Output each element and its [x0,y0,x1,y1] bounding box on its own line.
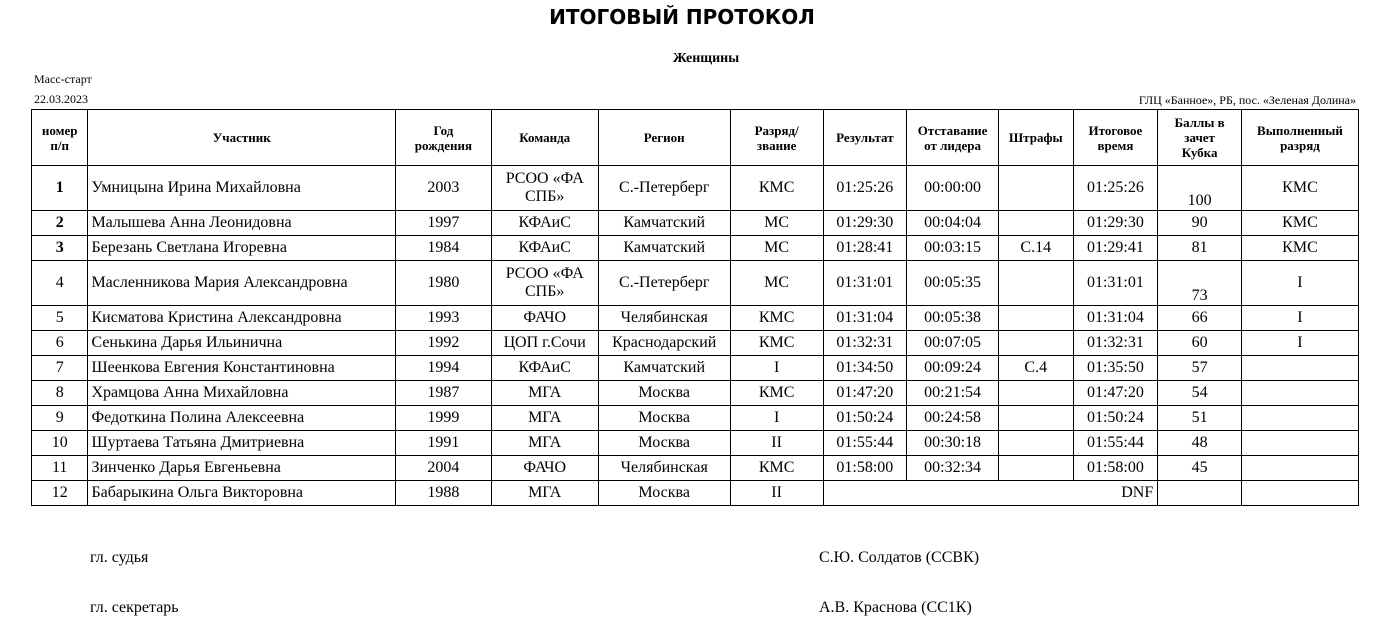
cell-points: 90 [1158,211,1242,236]
cell-achieved [1241,456,1358,481]
cell-final: 01:31:01 [1073,261,1158,306]
cell-year: 1980 [396,261,492,306]
secretary-name: А.В. Краснова (СС1К) [819,599,972,616]
cell-team: МГА [491,481,598,506]
cell-name: Масленникова Мария Александровна [88,261,396,306]
cell-name: Малышева Анна Леонидовна [88,211,396,236]
cell-achieved: КМС [1241,166,1358,211]
cell-penalty [998,381,1073,406]
cell-team: ЦОП г.Сочи [491,331,598,356]
table-row [32,481,1359,506]
cell-points: 48 [1158,431,1242,456]
cell-gap: 00:07:05 [907,331,999,356]
cell-final: 01:50:24 [1073,406,1158,431]
page-title: ИТОГОВЫЙ ПРОТОКОЛ [549,5,815,29]
cell-year: 1987 [396,381,492,406]
cell-year: 1991 [396,431,492,456]
cell-points: 100 [1158,166,1242,211]
table-row [32,236,1359,261]
cell-final: 01:25:26 [1073,166,1158,211]
col-header: Баллы в зачет Кубка [1158,110,1242,166]
cell-result: 01:47:20 [823,381,907,406]
cell-result: 01:31:01 [823,261,907,306]
cell-region: Москва [598,481,730,506]
cell-penalty [998,431,1073,456]
cell-num: 5 [32,306,88,331]
cell-num: 9 [32,406,88,431]
cell-final: 01:35:50 [1073,356,1158,381]
results-table [31,109,1359,506]
cell-name: Умницына Ирина Михайловна [88,166,396,211]
table-row [32,456,1359,481]
col-header: Разряд/ звание [730,110,823,166]
cell-final: 01:58:00 [1073,456,1158,481]
cell-result: 01:29:30 [823,211,907,236]
judge-name: С.Ю. Солдатов (ССВК) [819,549,980,566]
cell-team: МГА [491,406,598,431]
cell-num: 8 [32,381,88,406]
cell-rank: I [730,406,823,431]
table-row [32,331,1359,356]
cell-achieved [1241,381,1358,406]
cell-region: С.-Петерберг [598,261,730,306]
cell-achieved: I [1241,261,1358,306]
cell-name: Зинченко Дарья Евгеньевна [88,456,396,481]
cell-rank: КМС [730,331,823,356]
table-row [32,211,1359,236]
cell-points: 57 [1158,356,1242,381]
cell-result: 01:25:26 [823,166,907,211]
cell-result: 01:31:04 [823,306,907,331]
col-header: номер п/п [32,110,88,166]
table-row [32,166,1359,211]
cell-rank: МС [730,211,823,236]
cell-year: 1994 [396,356,492,381]
table-header-row [32,110,1359,166]
cell-final: 01:31:04 [1073,306,1158,331]
cell-points: 81 [1158,236,1242,261]
cell-result: 01:34:50 [823,356,907,381]
cell-gap: 00:03:15 [907,236,999,261]
cell-num: 1 [32,166,88,211]
cell-result: 01:58:00 [823,456,907,481]
cell-region: С.-Петерберг [598,166,730,211]
cell-year: 2003 [396,166,492,211]
cell-team: ФАЧО [491,306,598,331]
cell-rank: КМС [730,381,823,406]
event-label: Масс-старт [34,72,92,86]
cell-gap: 00:00:00 [907,166,999,211]
cell-penalty [998,261,1073,306]
cell-points: 66 [1158,306,1242,331]
cell-points: 45 [1158,456,1242,481]
cell-name: Сенькина Дарья Ильинична [88,331,396,356]
cell-points: 60 [1158,331,1242,356]
cell-year: 1992 [396,331,492,356]
secretary-role: гл. секретарь [90,599,179,616]
cell-rank: КМС [730,166,823,211]
table-row [32,306,1359,331]
cell-points: 51 [1158,406,1242,431]
cell-team: КФАиС [491,356,598,381]
cell-gap: 00:05:38 [907,306,999,331]
cell-points: 73 [1158,261,1242,306]
cell-num: 7 [32,356,88,381]
cell-name: Федоткина Полина Алексеевна [88,406,396,431]
col-header: Участник [88,110,396,166]
table-row [32,406,1359,431]
col-header: Отставание от лидера [907,110,999,166]
table-row [32,431,1359,456]
cell-team: МГА [491,431,598,456]
cell-region: Камчатский [598,356,730,381]
table-row [32,356,1359,381]
cell-achieved: I [1241,306,1358,331]
cell-final: 01:47:20 [1073,381,1158,406]
cell-team: ФАЧО [491,456,598,481]
cell-rank: II [730,431,823,456]
table-row [32,381,1359,406]
cell-penalty: С.4 [998,356,1073,381]
cell-rank: I [730,356,823,381]
cell-year: 1997 [396,211,492,236]
cell-num: 6 [32,331,88,356]
col-header: Результат [823,110,907,166]
cell-team: РСОО «ФА СПБ» [491,166,598,211]
cell-num: 10 [32,431,88,456]
cell-year: 1988 [396,481,492,506]
cell-penalty [998,166,1073,211]
cell-gap: 00:32:34 [907,456,999,481]
cell-achieved [1241,356,1358,381]
cell-rank: КМС [730,456,823,481]
cell-points: 54 [1158,381,1242,406]
cell-status: DNF [823,481,1158,506]
cell-result: 01:50:24 [823,406,907,431]
cell-gap: 00:21:54 [907,381,999,406]
cell-year: 1999 [396,406,492,431]
cell-penalty [998,406,1073,431]
date-label: 22.03.2023 [34,92,88,106]
cell-result: 01:32:31 [823,331,907,356]
venue-label: ГЛЦ «Банное», РБ, пос. «Зеленая Долина» [1138,93,1356,107]
cell-name: Березань Светлана Игоревна [88,236,396,261]
cell-achieved: КМС [1241,236,1358,261]
cell-result: 01:55:44 [823,431,907,456]
cell-achieved [1241,431,1358,456]
col-header: Регион [598,110,730,166]
cell-penalty [998,331,1073,356]
cell-num: 2 [32,211,88,236]
cell-final: 01:29:41 [1073,236,1158,261]
cell-team: КФАиС [491,211,598,236]
col-header: Год рождения [396,110,492,166]
cell-num: 3 [32,236,88,261]
cell-team: КФАиС [491,236,598,261]
cell-gap: 00:04:04 [907,211,999,236]
cell-name: Шеенкова Евгения Константиновна [88,356,396,381]
cell-penalty [998,306,1073,331]
cell-final: 01:55:44 [1073,431,1158,456]
cell-penalty: С.14 [998,236,1073,261]
cell-year: 2004 [396,456,492,481]
category-label: Женщины [672,51,740,66]
cell-final: 01:29:30 [1073,211,1158,236]
cell-region: Челябинская [598,456,730,481]
cell-team: РСОО «ФА СПБ» [491,261,598,306]
cell-gap: 00:09:24 [907,356,999,381]
cell-gap: 00:05:35 [907,261,999,306]
cell-region: Москва [598,406,730,431]
cell-region: Краснодарский [598,331,730,356]
cell-achieved [1241,481,1358,506]
col-header: Выполненный разряд [1241,110,1358,166]
cell-penalty [998,456,1073,481]
cell-name: Кисматова Кристина Александровна [88,306,396,331]
cell-gap: 00:30:18 [907,431,999,456]
cell-region: Камчатский [598,211,730,236]
cell-region: Москва [598,381,730,406]
cell-num: 11 [32,456,88,481]
cell-achieved: I [1241,331,1358,356]
cell-rank: КМС [730,306,823,331]
col-header: Штрафы [998,110,1073,166]
judge-role: гл. судья [90,549,149,566]
cell-num: 4 [32,261,88,306]
cell-penalty [998,211,1073,236]
cell-year: 1993 [396,306,492,331]
cell-rank: II [730,481,823,506]
cell-achieved: КМС [1241,211,1358,236]
cell-num: 12 [32,481,88,506]
cell-achieved [1241,406,1358,431]
cell-name: Бабарыкина Ольга Викторовна [88,481,396,506]
cell-result: 01:28:41 [823,236,907,261]
cell-name: Шуртаева Татьяна Дмитриевна [88,431,396,456]
cell-points [1158,481,1242,506]
cell-region: Челябинская [598,306,730,331]
col-header: Итоговое время [1073,110,1158,166]
cell-final: 01:32:31 [1073,331,1158,356]
cell-year: 1984 [396,236,492,261]
cell-rank: МС [730,236,823,261]
cell-rank: МС [730,261,823,306]
table-row [32,261,1359,306]
cell-name: Храмцова Анна Михайловна [88,381,396,406]
cell-gap: 00:24:58 [907,406,999,431]
cell-region: Москва [598,431,730,456]
col-header: Команда [491,110,598,166]
cell-team: МГА [491,381,598,406]
cell-region: Камчатский [598,236,730,261]
